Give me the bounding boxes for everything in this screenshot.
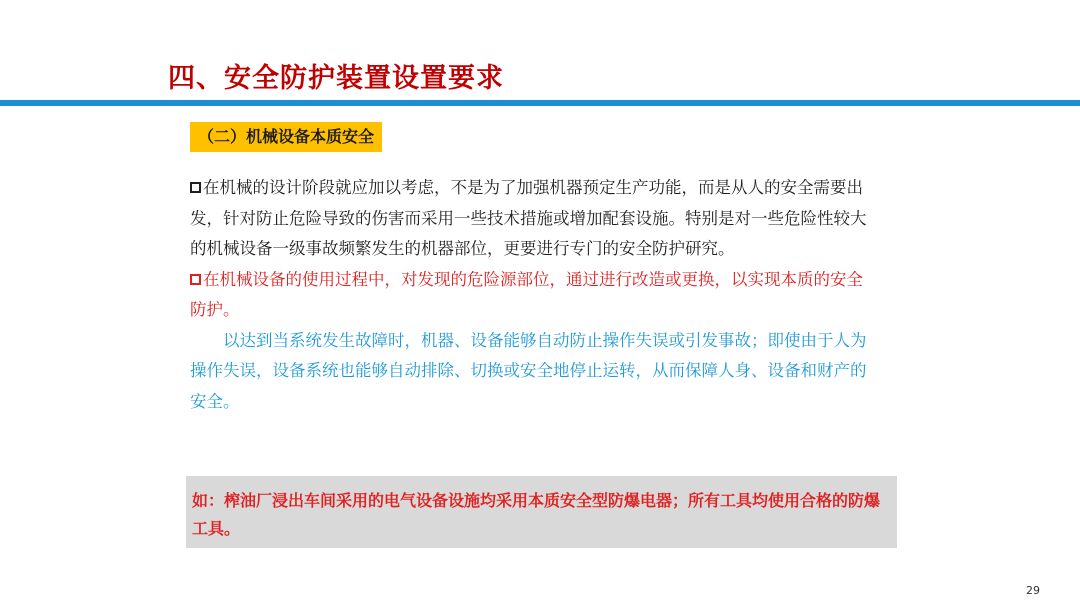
example-box <box>186 476 897 548</box>
example-text: 如：榨油厂浸出车间采用的电气设备设施均采用本质安全型防爆电器；所有工具均使用合格的防爆工具。 <box>192 491 881 538</box>
section-subheading: （二）机械设备本质安全 <box>190 122 382 152</box>
checkbox-bullet-icon <box>190 182 201 193</box>
slide-title: 四、安全防护装置设置要求 <box>168 63 504 94</box>
checkbox-bullet-icon <box>190 274 201 285</box>
paragraph-usage-stage <box>190 265 870 326</box>
paragraph-usage-stage-text: 在机械设备的使用过程中，对发现的危险源部位，通过进行改造或更换，以实现本质的安全防护。 <box>190 269 863 319</box>
title-divider <box>0 100 1080 106</box>
paragraph-design-stage-text: 在机械的设计阶段就应加以考虑，不是为了加强机器预定生产功能，而是从人的安全需要出发，针对防止危险导致的伤害而采用一些技术措施或增加配套设施。特别是对一些危险性较大的机械设备一级事故频繁发生的机器部位，更要进行专门的安全防护研究。 <box>190 178 867 258</box>
page-number: 29 <box>1026 584 1040 597</box>
body-content <box>190 173 870 417</box>
paragraph-design-stage <box>190 173 870 265</box>
paragraph-goal: 以达到当系统发生故障时，机器、设备能够自动防止操作失误或引发事故；即使由于人为操作失误，设备系统也能够自动排除、切换或安全地停止运转，从而保障人身、设备和财产的安全。 <box>190 330 867 411</box>
